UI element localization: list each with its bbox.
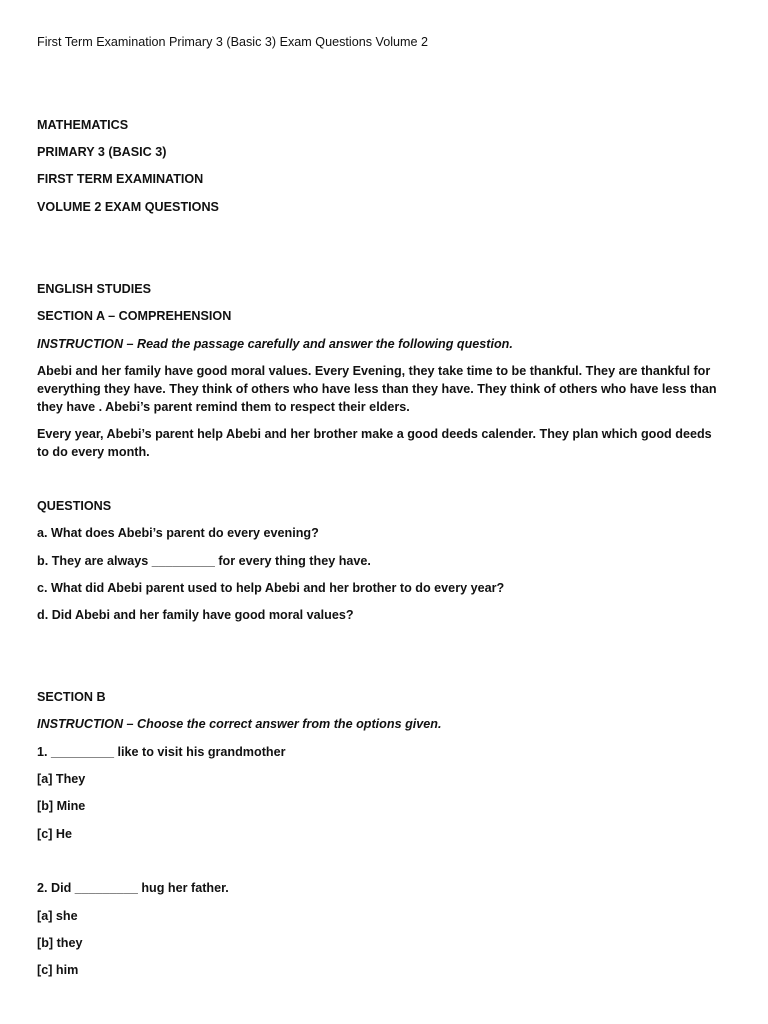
question-1-option-a: [a] They xyxy=(37,772,86,786)
passage-paragraph-1: Abebi and her family have good moral values. Every Evening, they take time to be thankful. They are thankful for everything they have. They think of others who have less than they have. They think of others who have less than they have . Abebi’s parent remind them to respect their elders. xyxy=(37,364,717,414)
question-a: a. What does Abebi’s parent do every evening? xyxy=(37,526,319,540)
section-b-heading: SECTION B xyxy=(37,690,106,704)
subject-heading: MATHEMATICS xyxy=(37,118,129,132)
question-c: c. What did Abebi parent used to help Abebi and her brother to do every year? xyxy=(37,581,505,595)
section-a-instruction: INSTRUCTION – Read the passage carefully and answer the following question. xyxy=(37,337,513,351)
question-2-option-b: [b] they xyxy=(37,936,83,950)
question-1-option-c: [c] He xyxy=(37,827,72,841)
class-heading: PRIMARY 3 (BASIC 3) xyxy=(37,145,167,159)
section-b-instruction: INSTRUCTION – Choose the correct answer from the options given. xyxy=(37,717,442,731)
section-a-heading: SECTION A – COMPREHENSION xyxy=(37,309,232,323)
question-1: 1. _________ like to visit his grandmother xyxy=(37,745,286,759)
question-2-option-c: [c] him xyxy=(37,963,79,977)
term-heading: FIRST TERM EXAMINATION xyxy=(37,172,204,186)
volume-heading: VOLUME 2 EXAM QUESTIONS xyxy=(37,200,219,214)
question-d: d. Did Abebi and her family have good moral values? xyxy=(37,608,354,622)
document-title: First Term Examination Primary 3 (Basic 3) Exam Questions Volume 2 xyxy=(37,35,429,49)
questions-heading: QUESTIONS xyxy=(37,499,112,513)
english-subject-heading: ENGLISH STUDIES xyxy=(37,282,152,296)
question-2: 2. Did _________ hug her father. xyxy=(37,881,229,895)
question-1-option-b: [b] Mine xyxy=(37,799,86,813)
passage-paragraph-2: Every year, Abebi’s parent help Abebi and her brother make a good deeds calender. They plan which good deeds to do every month. xyxy=(37,427,712,459)
question-b: b. They are always _________ for every thing they have. xyxy=(37,554,371,568)
question-2-option-a: [a] she xyxy=(37,909,78,923)
